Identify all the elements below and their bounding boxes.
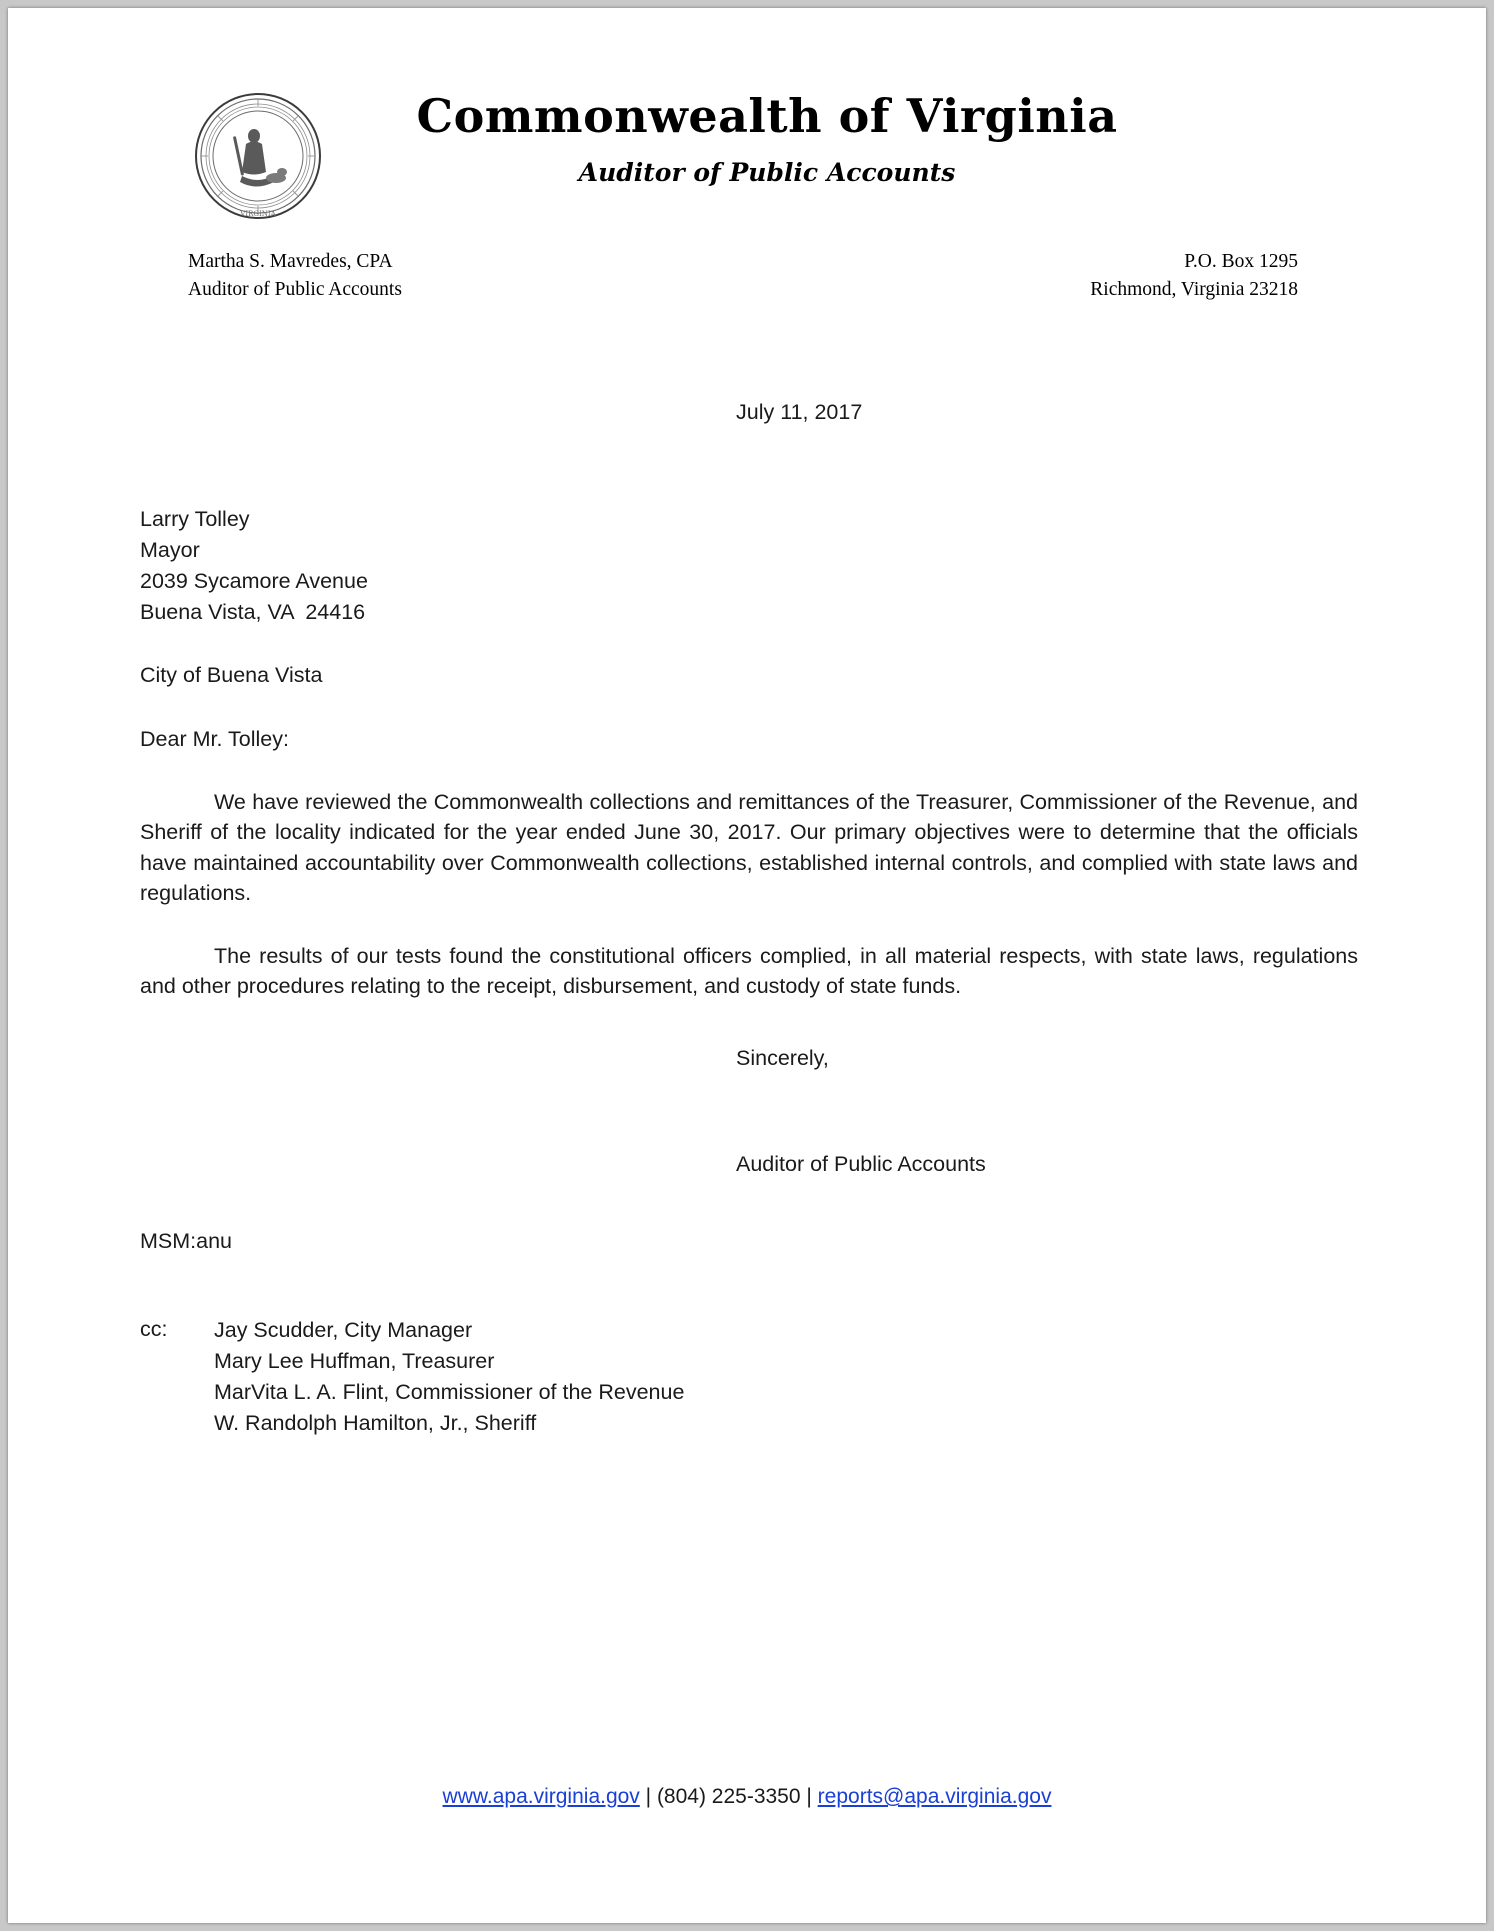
paragraph-1: We have reviewed the Commonwealth collections and remittances of the Treasurer, Commissioner of the Revenue, and Sheriff of the locality indicated for the year ended June 30, 2017. Our primary objectives were to determine that the officials have maintained accountability over Commonwealth collections, established internal controls, and complied with state laws and regulations. — [140, 789, 1358, 906]
svg-text:VIRGINIA: VIRGINIA — [240, 210, 276, 218]
po-box: P.O. Box 1295 — [1184, 251, 1298, 272]
cc-recipient: MarVita L. A. Flint, Commissioner of the Revenue — [214, 1379, 685, 1404]
footer-separator-1: | — [639, 1785, 657, 1808]
recipient-address — [140, 504, 1358, 628]
recipient-street: 2039 Sycamore Avenue — [140, 568, 368, 593]
email-link[interactable]: reports@apa.virginia.gov — [817, 1785, 1052, 1808]
recipient-name: Larry Tolley — [140, 506, 250, 531]
cc-recipient: Mary Lee Huffman, Treasurer — [214, 1348, 495, 1373]
letter-body — [140, 398, 1358, 1439]
typist-initials: MSM:anu — [140, 1229, 233, 1254]
footer-separator-2: | — [800, 1785, 818, 1808]
auditor-role: Auditor of Public Accounts — [188, 279, 402, 301]
recipient-title: Mayor — [140, 537, 200, 562]
auditor-name: Martha S. Mavredes, CPA — [188, 251, 393, 272]
letterhead — [8, 70, 1486, 301]
city-state-zip: Richmond, Virginia 23218 — [1090, 279, 1298, 301]
letterhead-title: Commonwealth of Virginia — [416, 89, 1118, 143]
cc-recipient: W. Randolph Hamilton, Jr., Sheriff — [214, 1410, 537, 1435]
letterhead-auditor-block — [188, 248, 402, 305]
paragraph-2: The results of our tests found the constitutional officers complied, in all material respects, with state laws, regulations and other procedures relating to the receipt, disbursement, and custody of state funds. — [140, 943, 1358, 999]
website-link[interactable]: www.apa.virginia.gov — [442, 1785, 640, 1808]
virginia-state-seal-icon — [194, 92, 322, 220]
cc-recipient-list — [214, 1315, 684, 1439]
closing: Sincerely, — [736, 1045, 829, 1070]
signature-title: Auditor of Public Accounts — [736, 1151, 986, 1176]
salutation: Dear Mr. Tolley: — [140, 727, 289, 752]
letter-date: July 11, 2017 — [736, 400, 863, 424]
recipient-city-state-zip: Buena Vista, VA 24416 — [140, 599, 366, 624]
phone-number: (804) 225-3350 — [656, 1785, 801, 1808]
cc-block — [140, 1315, 1358, 1439]
cc-label: cc: — [140, 1316, 168, 1341]
letterhead-address-block — [1090, 248, 1298, 305]
page-footer — [8, 1785, 1486, 1809]
locality-line: City of Buena Vista — [140, 663, 323, 688]
letterhead-subtitle: Auditor of Public Accounts — [578, 158, 956, 188]
cc-recipient: Jay Scudder, City Manager — [214, 1317, 473, 1342]
document-page — [8, 8, 1486, 1923]
